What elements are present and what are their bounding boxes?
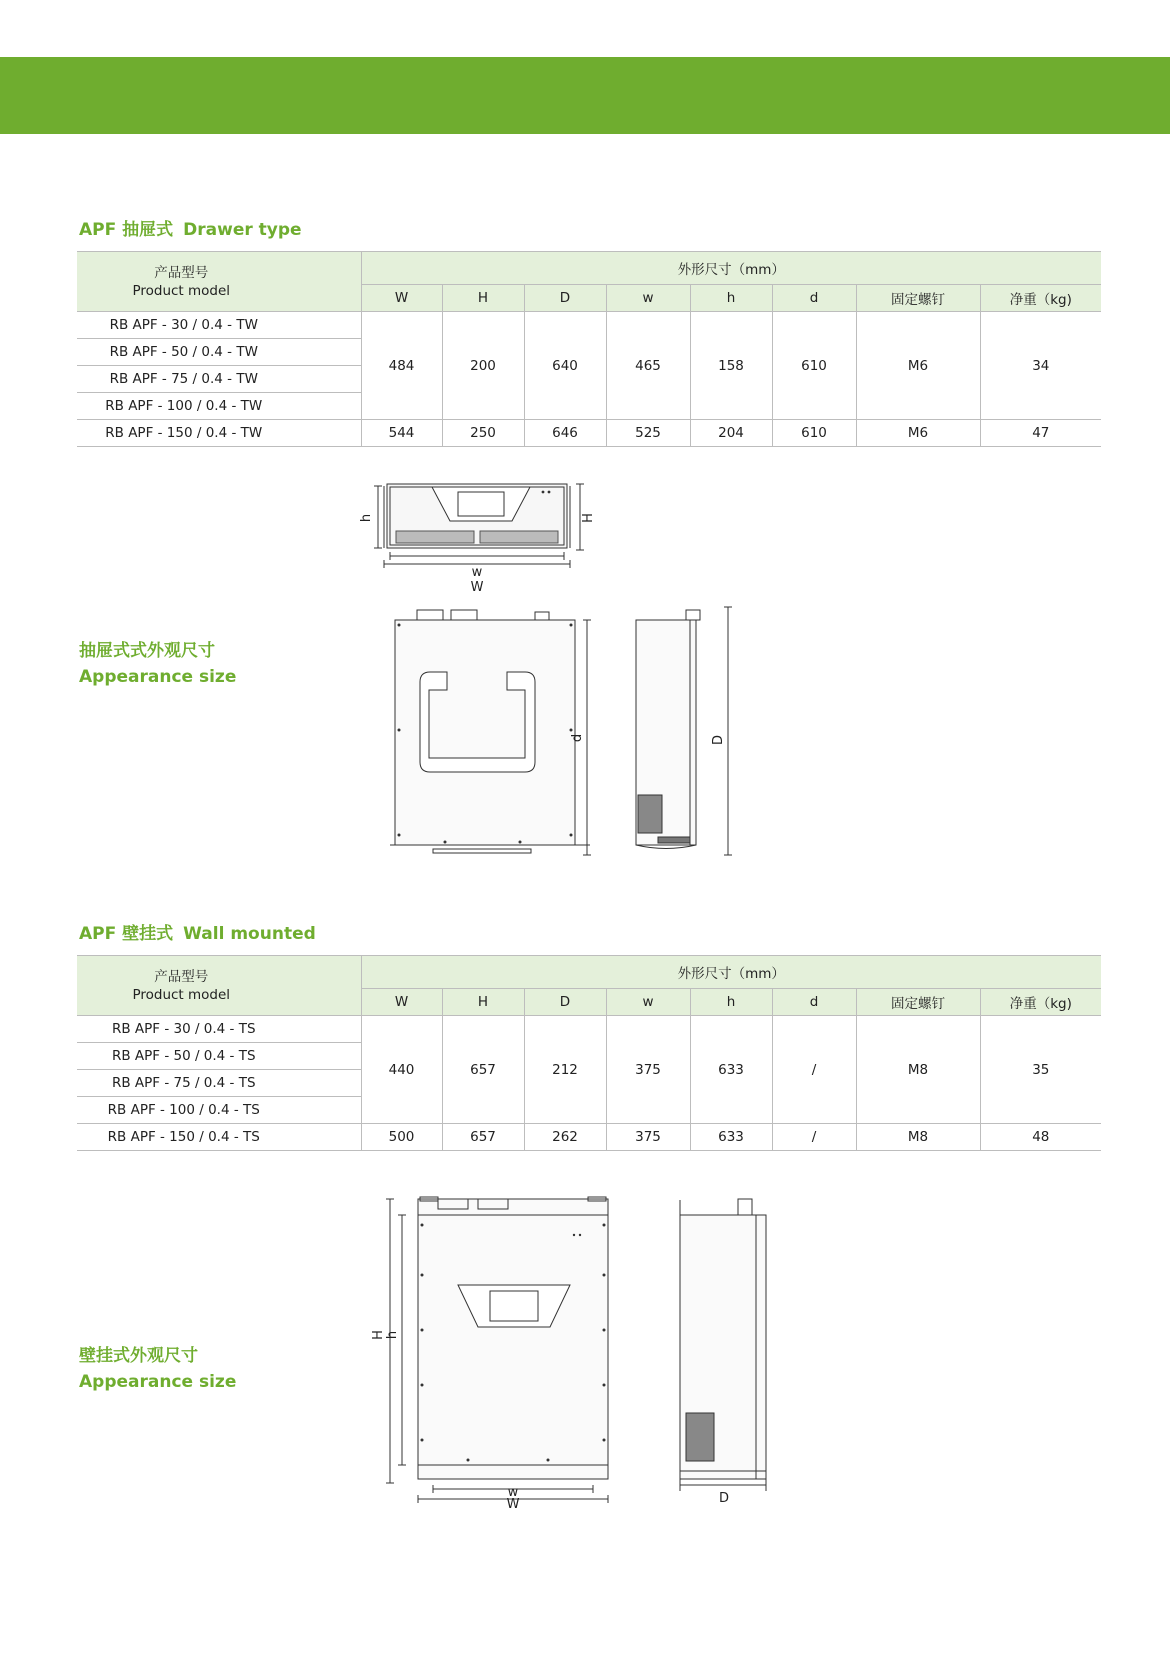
drawer-top-view-drawing [385,610,600,865]
value-cell: 525 [606,420,690,447]
value-cell: 465 [606,312,690,420]
column-header-W: W [361,989,442,1016]
column-header-D: D [524,285,606,312]
value-cell: 375 [606,1016,690,1124]
wall-spec-table [77,955,1101,1151]
model-cell: RB APF - 75 / 0.4 - TW [77,366,361,393]
wall-appearance-en: Appearance size [79,1372,237,1392]
value-cell: 500 [361,1124,442,1151]
drawer-title-en: Drawer type [183,220,302,240]
value-cell: / [772,1016,856,1124]
value-cell: 212 [524,1016,606,1124]
value-cell: 484 [361,312,442,420]
value-cell: 657 [442,1016,524,1124]
dimension-group-header: 外形尺寸（mm） [361,956,1101,989]
model-header-en: Product model [132,282,231,299]
value-cell: M6 [856,420,980,447]
value-cell: 34 [980,312,1101,420]
column-header-d: d [772,285,856,312]
value-cell: 633 [690,1016,772,1124]
value-cell: 610 [772,312,856,420]
wall-appearance-label [79,1343,236,1395]
column-header-screw: 固定螺钉 [856,989,980,1016]
wall-title-cn: APF 壁挂式 [79,924,174,944]
table-row [77,1016,1101,1043]
model-cell: RB APF - 30 / 0.4 - TW [77,312,361,339]
drawer-top-d-label: d [570,733,585,743]
model-cell: RB APF - 150 / 0.4 - TS [77,1124,361,1151]
column-header-w: w [606,989,690,1016]
column-header-H: H [442,285,524,312]
value-cell: 610 [772,420,856,447]
header-banner [0,57,1170,134]
column-header-h: h [690,989,772,1016]
drawer-side-view-drawing [628,605,743,865]
wall-front-W-label: W [506,1497,520,1512]
value-cell: 158 [690,312,772,420]
drawer-section-title [79,215,302,240]
model-cell: RB APF - 150 / 0.4 - TW [77,420,361,447]
wall-side-view-drawing [670,1195,780,1505]
value-cell: 646 [524,420,606,447]
table-row [77,1124,1101,1151]
model-cell: RB APF - 100 / 0.4 - TW [77,393,361,420]
wall-side-D-label: D [718,1491,730,1506]
column-header-weight: 净重（kg) [980,989,1101,1016]
drawer-front-w-label: w [471,565,483,580]
value-cell: 440 [361,1016,442,1124]
value-cell: 633 [690,1124,772,1151]
drawer-side-D-label: D [711,734,726,746]
value-cell: 48 [980,1124,1101,1151]
value-cell: M8 [856,1016,980,1124]
dimension-group-header: 外形尺寸（mm） [361,252,1101,285]
table-row [77,420,1101,447]
model-header-cn: 产品型号 [154,264,209,281]
value-cell: 35 [980,1016,1101,1124]
column-header-w: w [606,285,690,312]
value-cell: 200 [442,312,524,420]
value-cell: 657 [442,1124,524,1151]
model-header-cn: 产品型号 [154,968,209,985]
model-column-header [77,956,361,1016]
wall-appearance-cn: 壁挂式外观尺寸 [79,1346,198,1366]
drawer-front-h-label: h [359,513,374,523]
column-header-screw: 固定螺钉 [856,285,980,312]
drawer-appearance-en: Appearance size [79,667,237,687]
wall-section-title [79,919,316,944]
model-cell: RB APF - 30 / 0.4 - TS [77,1016,361,1043]
drawer-front-H-label: H [581,513,596,523]
value-cell: / [772,1124,856,1151]
value-cell: M8 [856,1124,980,1151]
model-cell: RB APF - 50 / 0.4 - TW [77,339,361,366]
model-cell: RB APF - 50 / 0.4 - TS [77,1043,361,1070]
column-header-h: h [690,285,772,312]
model-column-header [77,252,361,312]
value-cell: 375 [606,1124,690,1151]
value-cell: 204 [690,420,772,447]
value-cell: M6 [856,312,980,420]
table-row [77,312,1101,339]
value-cell: 47 [980,420,1101,447]
column-header-weight: 净重（kg) [980,285,1101,312]
value-cell: 640 [524,312,606,420]
drawer-front-W-label: W [470,580,484,595]
drawer-appearance-label [79,638,236,690]
model-cell: RB APF - 100 / 0.4 - TS [77,1097,361,1124]
wall-front-w-label: w [507,1485,519,1500]
model-cell: RB APF - 75 / 0.4 - TS [77,1070,361,1097]
wall-front-view-drawing [371,1195,618,1512]
model-header-en: Product model [132,986,231,1003]
column-header-d: d [772,989,856,1016]
wall-title-en: Wall mounted [183,924,316,944]
wall-front-H-label: H [371,1330,386,1340]
value-cell: 250 [442,420,524,447]
column-header-H: H [442,989,524,1016]
value-cell: 262 [524,1124,606,1151]
value-cell: 544 [361,420,442,447]
drawer-spec-table [77,251,1101,447]
drawer-title-cn: APF 抽屉式 [79,220,174,240]
column-header-D: D [524,989,606,1016]
wall-front-h-label: h [385,1330,400,1340]
column-header-W: W [361,285,442,312]
drawer-appearance-cn: 抽屉式式外观尺寸 [79,641,215,661]
drawer-front-view-drawing [360,478,610,598]
